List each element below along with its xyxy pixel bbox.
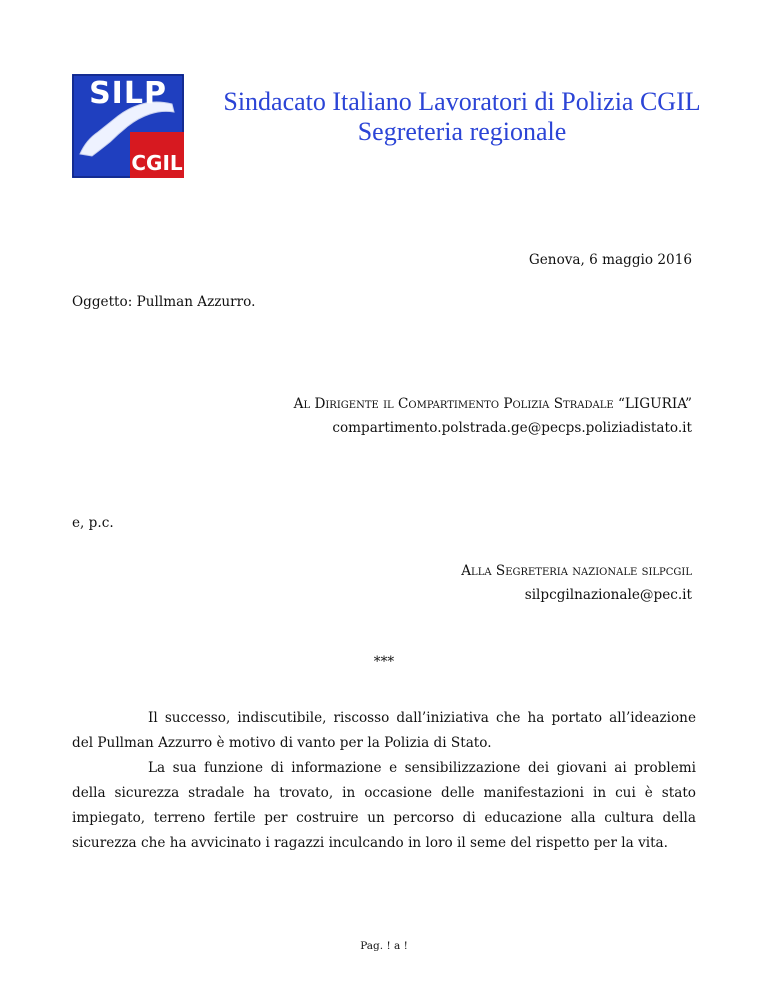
- recipient-primary-email: compartimento.polstrada.ge@pecps.poliziadistato.it: [332, 420, 692, 436]
- body-paragraph: La sua funzione di informazione e sensibilizzazione dei giovani ai problemi della sicurezza stradale ha trovato, in occasione delle manifestazioni in cui è stato impiegato, terreno fertile per costruire un percorso di educazione alla cultura della sicurezza che ha avvicinato i ragazzi inculcando in loro il seme del rispetto per la vita.: [72, 760, 696, 851]
- recipient-primary: Al Dirigente il Compartimento Polizia Stradale “LIGURIA”: [293, 396, 692, 412]
- letter-body: [72, 706, 696, 856]
- body-paragraph: Il successo, indiscutibile, riscosso dall’iniziativa che ha portato all’ideazione del Pullman Azzurro è motivo di vanto per la Polizia di Stato.: [72, 710, 696, 751]
- organization-name: Sindacato Italiano Lavoratori di Polizia CGIL: [223, 87, 701, 116]
- silp-cgil-logo: [72, 74, 184, 178]
- letter-subject: Oggetto: Pullman Azzurro.: [72, 294, 256, 310]
- cc-label: e, p.c.: [72, 515, 114, 531]
- department-name: Segreteria regionale: [357, 117, 567, 146]
- section-separator: ***: [373, 654, 395, 670]
- letter-date: Genova, 6 maggio 2016: [528, 252, 692, 268]
- page-number: Pag. ! a !: [360, 940, 408, 952]
- logo-cgil-text: CGIL: [131, 151, 183, 175]
- recipient-secondary: Alla Segreteria nazionale silpcgil: [461, 563, 692, 579]
- recipient-secondary-email: silpcgilnazionale@pec.it: [524, 587, 692, 603]
- logo-silp-text: SILP: [89, 76, 167, 111]
